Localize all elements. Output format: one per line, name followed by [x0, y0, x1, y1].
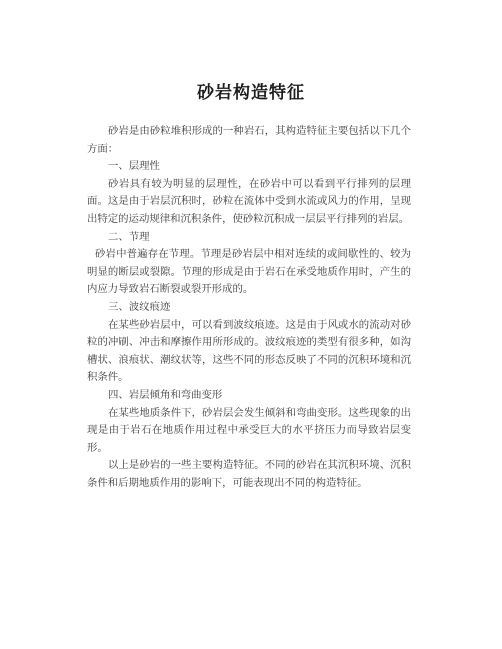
- section-heading-dip-folding: 四、岩层倾角和弯曲变形: [108, 388, 223, 401]
- section-body-ripple-marks: 在某些砂岩层中，可以看到波纹痕迹。这是由于风或水的流动对砂粒的冲刷、冲击和摩擦作用所形成的。波纹痕迹的类型有很多种，如沟槽状、浪痕状、潮纹状等，这些不同的形态反映了不同的沉积环境和沉积条件。: [87, 318, 411, 384]
- document-body: [87, 123, 411, 492]
- page-title: 砂岩构造特征: [197, 83, 305, 103]
- section-body-bedding: 砂岩具有较为明显的层理性，在砂岩中可以看到平行排列的层理面。这是由于岩层沉积时，砂粒在流体中受到水流或风力的作用，呈现出特定的运动规律和沉积条件，使砂粒沉积成一层层平行排列的岩层。: [87, 177, 411, 225]
- intro-paragraph: 砂岩是由砂粒堆积形成的一种岩石，其构造特征主要包括以下几个方面：: [87, 125, 411, 155]
- conclusion-paragraph: 以上是砂岩的一些主要构造特征。不同的砂岩在其沉积环境、沉积条件和后期地质作用的影响下，可能表现出不同的构造特征。: [87, 459, 411, 489]
- section-body-dip-folding: 在某些地质条件下，砂岩层会发生倾斜和弯曲变形。这些现象的出现是由于岩石在地质作用过程中承受巨大的水平挤压力而导致岩层变形。: [87, 406, 411, 454]
- section-heading-bedding: 一、层理性: [108, 160, 160, 173]
- section-heading-ripple-marks: 三、波纹痕迹: [108, 300, 171, 313]
- section-heading-joints: 二、节理: [108, 230, 150, 243]
- section-body-joints: 砂岩中普遍存在节理。节理是砂岩层中相对连续的或间歇性的、较为明显的断层或裂隙。节理的形成是由于岩石在承受地质作用时，产生的内应力导致岩石断裂或裂开形成的。: [87, 248, 411, 296]
